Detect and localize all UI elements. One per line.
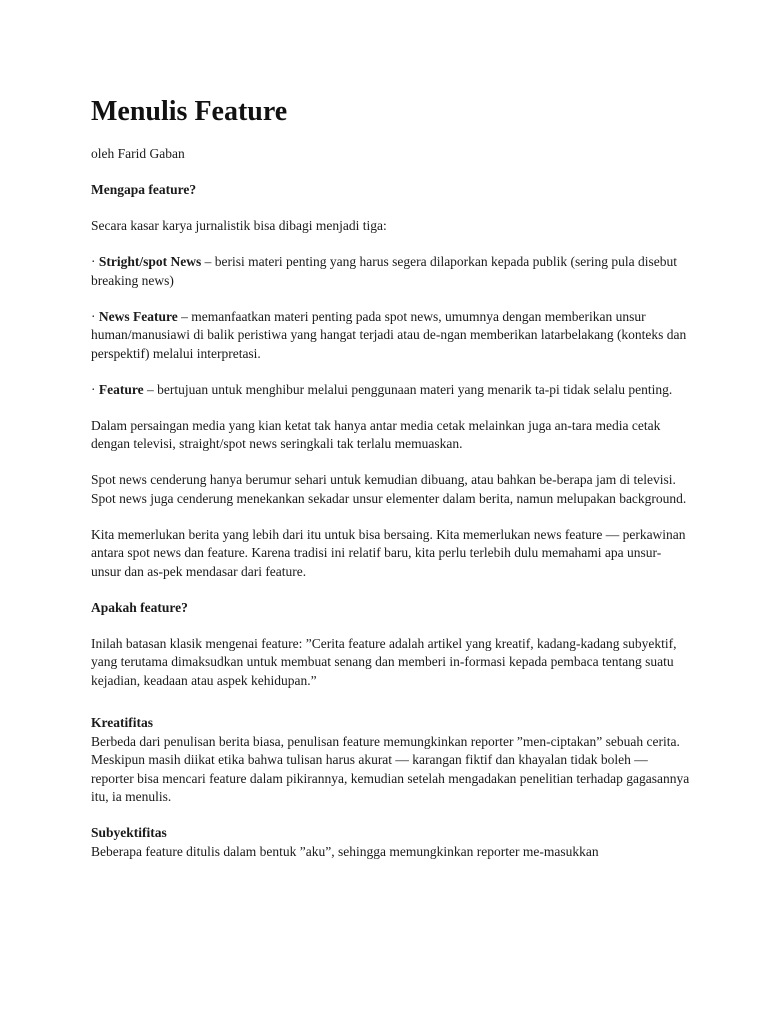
bullet-feature xyxy=(91,381,691,400)
paragraph-persaingan: Dalam persaingan media yang kian ketat tak hanya antar media cetak melainkan juga an-tara media cetak dengan televisi, straight/spot news seringkali tak terlalu memuaskan. xyxy=(91,417,661,451)
bullet-news-feature xyxy=(91,308,691,364)
paragraph-intro: Secara kasar karya jurnalistik bisa dibagi menjadi tiga: xyxy=(91,218,387,233)
bullet-text: – memanfaatkan materi penting pada spot news, umumnya dengan memberikan unsur human/manusiawi di balik peristiwa yang hangat terjadi atau de-ngan memberikan latarbelakang (konteks dan perspektif) melalui interpretasi. xyxy=(91,308,687,361)
heading-mengapa-feature: Mengapa feature? xyxy=(91,182,197,197)
bullet-term: Stright/spot News xyxy=(98,254,202,269)
paragraph-kreatifitas: Berbeda dari penulisan berita biasa, penulisan feature memungkinkan reporter ”men-ciptakan” sebuah cerita. Meskipun masih diikat etika bahwa tulisan harus akurat — karangan fiktif dan khayalan tidak boleh — reporter bisa mencari feature dalam pikirannya, kemudian setelah mengadakan penelitian terhadap gagasannya itu, ia menulis. xyxy=(91,733,690,804)
heading-kreatifitas: Kreatifitas xyxy=(91,715,153,730)
heading-subyektifitas: Subyektifitas xyxy=(91,825,167,840)
bullet-spot-news xyxy=(91,253,691,290)
document-title: Menulis Feature xyxy=(91,96,288,127)
bullet-text: – berisi materi penting yang harus segera dilaporkan kepada publik (sering pula disebut breaking news) xyxy=(91,254,678,288)
bullet-term: Feature xyxy=(98,381,144,397)
heading-apakah-feature: Apakah feature? xyxy=(91,599,188,615)
bullet-marker: · xyxy=(91,381,99,397)
bullet-marker: · xyxy=(91,308,99,324)
document-body xyxy=(91,94,691,879)
bullet-marker: · xyxy=(91,254,99,269)
author-line: oleh Farid Gaban xyxy=(91,146,185,161)
paragraph-subyektifitas: Beberapa feature ditulis dalam bentuk ”aku”, sehingga memungkinkan reporter me-masukkan xyxy=(91,843,599,859)
paragraph-spot-news: Spot news cenderung hanya berumur sehari untuk kemudian dibuang, atau bahkan be-berapa jam di televisi. Spot news juga cenderung menekankan sekadar unsur elementer dalam berita, namun melupakan background. xyxy=(91,472,687,506)
bullet-text: – bertujuan untuk menghibur melalui penggunaan materi yang menarik ta-pi tidak selalu penting. xyxy=(143,381,673,397)
bullet-term: News Feature xyxy=(98,308,178,324)
paragraph-inilah: Inilah batasan klasik mengenai feature: ”Cerita feature adalah artikel yang kreatif, kadang-kadang subyektif, yang terutama dimaksudkan untuk membuat senang dan memberi in-formasi kepada pembaca tentang suatu kejadian, keadaan atau aspek kehidupan.” xyxy=(91,635,677,688)
paragraph-kita: Kita memerlukan berita yang lebih dari itu untuk bisa bersaing. Kita memerlukan news feature — perkawinan antara spot news dan feature. Karena tradisi ini relatif baru, kita perlu terlebih dulu memahami apa unsur-unsur dan as-pek mendasar dari feature. xyxy=(91,526,686,579)
